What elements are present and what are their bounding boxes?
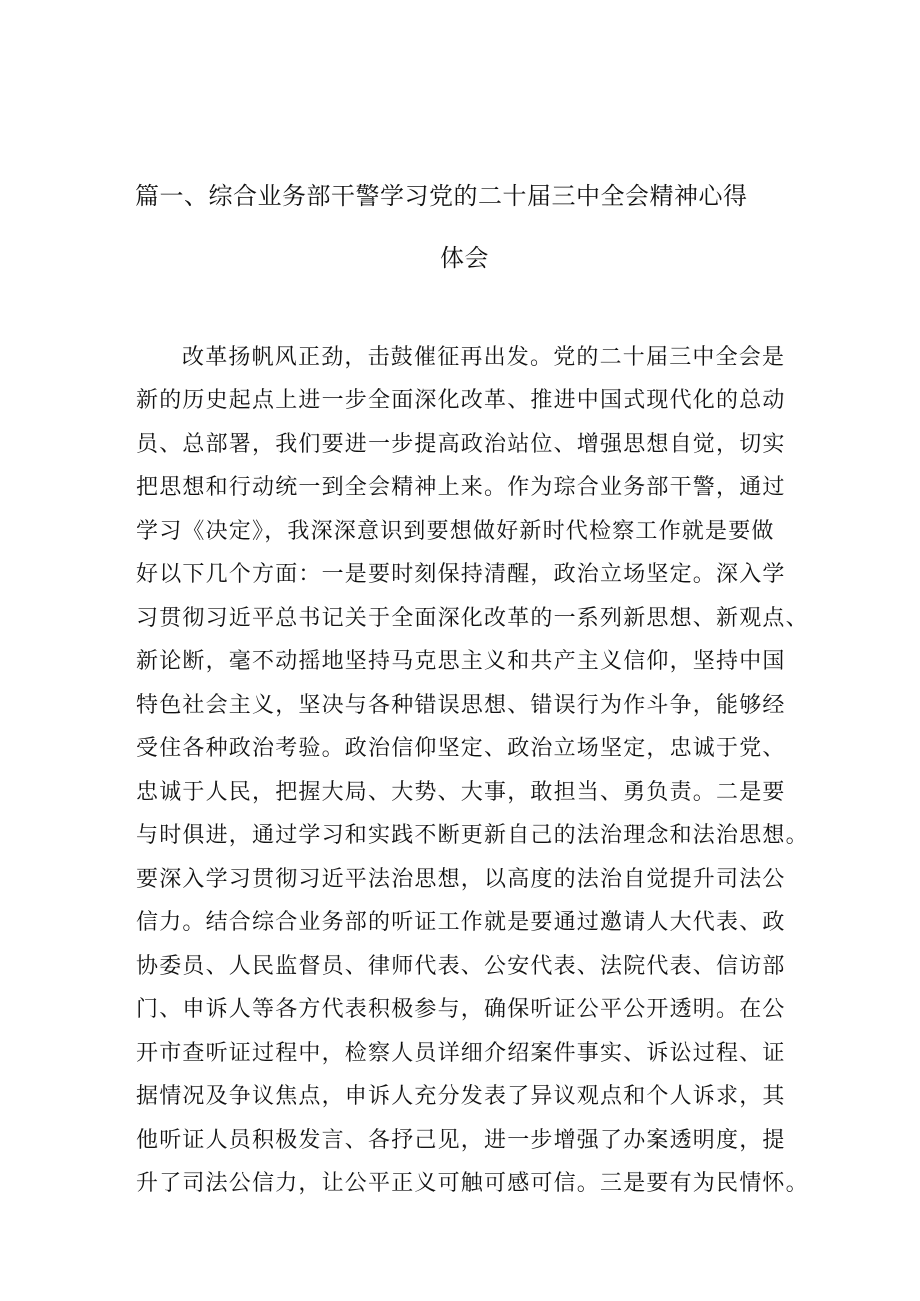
- paragraph-line: 要深入学习贯彻习近平法治思想，以高度的法治自觉提升司法公: [136, 867, 786, 892]
- paragraph-line: 据情况及争议焦点，申诉人充分发表了异议观点和个人诉求，其: [136, 1084, 786, 1109]
- paragraph-line: 员、总部署，我们要进一步提高政治站位、增强思想自觉，切实: [136, 432, 786, 457]
- paragraph-line: 开市查听证过程中，检察人员详细介绍案件事实、诉讼过程、证: [136, 1041, 786, 1066]
- paragraph-line: 信力。结合综合业务部的听证工作就是要通过邀请人大代表、政: [136, 910, 786, 935]
- paragraph-line: 学习《决定》，我深深意识到要想做好新时代检察工作就是要做: [136, 519, 775, 544]
- paragraph-line: 特色社会主义，坚决与各种错误思想、错误行为作斗争，能够经: [136, 693, 786, 718]
- document-title-line-1: 篇一、综合业务部干警学习党的二十届三中全会精神心得: [135, 182, 748, 210]
- paragraph-line: 新论断，毫不动摇地坚持马克思主义和共产主义信仰，坚持中国: [136, 649, 786, 674]
- paragraph-line: 升了司法公信力，让公平正义可触可感可信。三是要有为民情怀。: [136, 1171, 809, 1196]
- paragraph-line: 习贯彻习近平总书记关于全面深化改革的一系列新思想、新观点、: [136, 606, 809, 631]
- paragraph-line: 忠诚于人民，把握大局、大势、大事，敢担当、勇负责。二是要: [136, 780, 786, 805]
- paragraph-line: 门、申诉人等各方代表积极参与，确保听证公平公开透明。在公: [136, 997, 786, 1022]
- paragraph-line: 好以下几个方面：一是要时刻保持清醒，政治立场坚定。深入学: [136, 562, 786, 587]
- paragraph-line: 把思想和行动统一到全会精神上来。作为琮合业务部干警，通过: [136, 475, 786, 500]
- paragraph-line: 新的历史起点上进一步全面深化改革、推进中国式现代化的总动: [136, 388, 786, 413]
- document-title-line-2: 体会: [440, 244, 489, 272]
- paragraph-line: 与时俱进，通过学习和实践不断更新自己的法治理念和法治思想。: [136, 823, 809, 848]
- paragraph-line: 协委员、人民监督员、律师代表、公安代表、法院代表、信访部: [136, 954, 786, 979]
- paragraph-line: 他听证人员积极发言、各抒己见，进一步增强了办案透明度，提: [136, 1128, 786, 1153]
- paragraph-line: 改革扬帆风正劲，击鼓催征再出发。党的二十届三中全会是: [182, 345, 786, 370]
- paragraph-line: 受住各种政治考验。政治信仰坚定、政治立场坚定，忠诚于党、: [136, 736, 786, 761]
